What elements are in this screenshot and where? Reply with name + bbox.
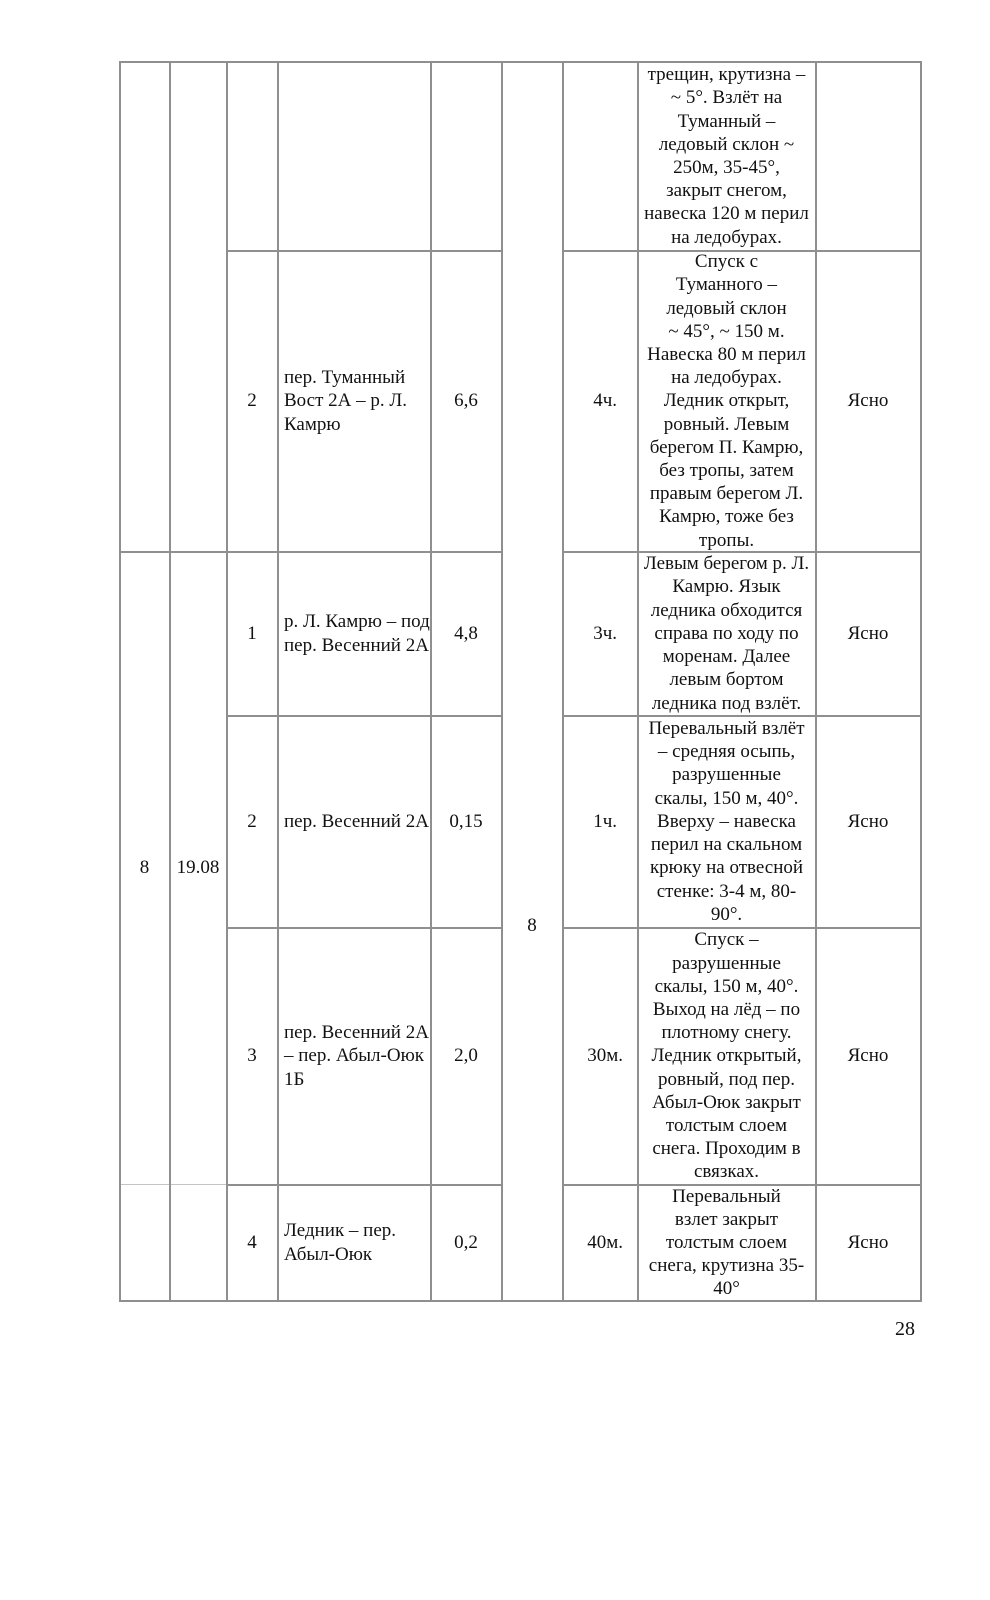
- row5-num: 4: [247, 1231, 257, 1253]
- row4-duration: 30м.: [587, 1045, 623, 1067]
- row4-distance: 2,0: [454, 1045, 478, 1067]
- row5-route: [278, 1185, 430, 1300]
- row1-route: [278, 251, 430, 551]
- row3-route: [278, 716, 430, 927]
- row5-weather: Ясно: [847, 1231, 889, 1253]
- row4-route-text: пер. Весенний 2А – пер. Абыл-Оюк 1Б: [284, 1022, 429, 1090]
- row3-duration: 1ч.: [593, 810, 617, 832]
- row2-distance: 4,8: [454, 622, 478, 644]
- row3-description: Перевальный взлёт – средняя осыпь, разрушенные скалы, 150 м, 40°. Вверху – навеска перил на скальном крюку на отвесной стенке: 3-4 м, 80- 90°.: [648, 718, 805, 925]
- row5-duration: 40м.: [587, 1231, 623, 1253]
- row5-route-text: Ледник – пер. Абыл-Оюк: [284, 1220, 397, 1265]
- row1-weather: Ясно: [847, 390, 889, 412]
- row2-description: Левым берегом р. Л. Камрю. Язык ледника обходится справа по ходу по моренам. Далее левым бортом ледника под взлёт.: [643, 553, 810, 714]
- row1-route-text: пер. Туманный Вост 2А – р. Л. Камрю: [284, 367, 407, 435]
- row0-description: трещин, крутизна – ~ 5°. Взлёт на Туманный – ледовый склон ~ 250м, 35-45°, закрыт снегом, навеска 120 м перил на ледобурах.: [644, 64, 809, 248]
- merged-col6-value: 8: [527, 915, 537, 936]
- row4-num: 3: [247, 1045, 257, 1067]
- row4-weather: Ясно: [847, 1045, 889, 1067]
- row2-route: [278, 552, 430, 715]
- row4-route: [278, 928, 430, 1184]
- row2-route-text: р. Л. Камрю – под пер. Весенний 2А: [284, 611, 430, 656]
- row3-route-text: пер. Весенний 2А: [284, 810, 429, 832]
- row1-description: Спуск с Туманного – ледовый склон ~ 45°, ~ 150 м. Навеска 80 м перил на ледобурах. Ледник открыт, ровный. Левым берегом П. Камрю, без тропы, затем правым берегом Л. Камрю, тоже без тропы.: [647, 251, 806, 551]
- row5-distance: 0,2: [454, 1231, 478, 1253]
- row1-distance: 6,6: [454, 390, 478, 412]
- row2-weather: Ясно: [847, 622, 889, 644]
- row2-num: 1: [247, 622, 257, 644]
- day-date: 19.08: [176, 857, 220, 879]
- day-number: 8: [139, 857, 150, 879]
- row2-duration: 3ч.: [593, 622, 617, 644]
- row5-description: Перевальный взлет закрыт толстым слоем снега, крутизна 35- 40°: [648, 1185, 805, 1300]
- row3-weather: Ясно: [847, 810, 889, 832]
- page-number: 28: [895, 1318, 915, 1340]
- row1-duration: 4ч.: [593, 390, 617, 412]
- row3-distance: 0,15: [449, 810, 483, 832]
- row4-description: Спуск – разрушенные скалы, 150 м, 40°. Выход на лёд – по плотному снегу. Ледник открытый, ровный, под пер. Абыл-Оюк закрыт толстым слоем снега. Проходим в связках.: [651, 929, 802, 1183]
- row1-num: 2: [247, 390, 257, 412]
- row3-num: 2: [247, 810, 257, 832]
